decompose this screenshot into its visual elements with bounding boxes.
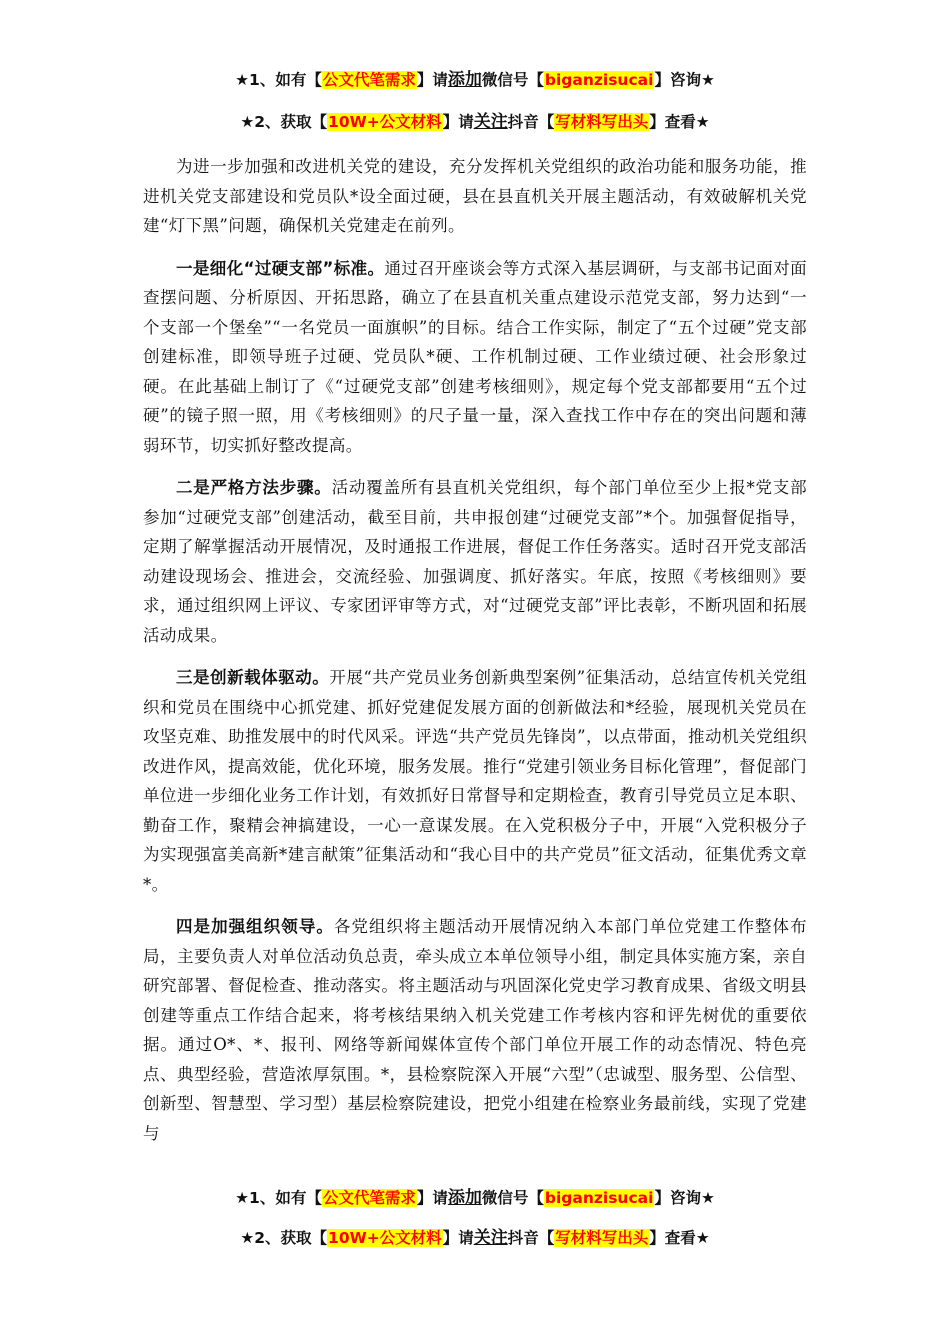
underlined-add: 添加 <box>447 70 482 90</box>
banner-text: ★2、获取【 <box>240 113 328 131</box>
banner-text: 微信号【 <box>481 71 544 89</box>
paragraph-text: 各党组织将主题活动开展情况纳入本部门单位党建工作整体布局，主要负责人对单位活动负总责，牵头成立本单位领导小组，制定具体实施方案，亲自研究部署、督促检查、推动落实。将主题活动与巩固深化党史学习教育成果、省级文明县创建等重点工作结合起来，将考核结果纳入机关党建工作考核内容和评先树优的重要依据。通过O*、*、报刊、网络等新闻媒体宣传个部门单位开展工作的动态情况、特色亮点、典型经验，营造浓厚氛围。*，县检察院深入开展“六型”（忠诚型、服务型、公信型、创新型、智慧型、学习型）基层检察院建设，把党小组建在检察业务最前线，实现了党建与 <box>143 917 807 1143</box>
paragraph-1 <box>143 254 807 461</box>
paragraph-4 <box>143 912 807 1148</box>
highlight-wechat-id: biganzisucai <box>544 71 654 89</box>
highlight-materials: 10W+公文材料 <box>328 113 442 131</box>
footer-banner-line-2 <box>0 1227 950 1249</box>
highlight-wechat-id: biganzisucai <box>544 1189 654 1207</box>
banner-text: 】请 <box>416 71 448 89</box>
highlight-douyin: 写材料写出头 <box>555 113 649 131</box>
paragraph-lead: 二是严格方法步骤。 <box>176 478 332 497</box>
highlight-service: 公文代笔需求 <box>322 71 416 89</box>
paragraph-lead: 四是加强组织领导。 <box>176 917 334 936</box>
banner-text: 】咨询★ <box>654 1189 715 1207</box>
highlight-service: 公文代笔需求 <box>322 1189 416 1207</box>
banner-text: 】查看★ <box>649 113 710 131</box>
paragraph-intro <box>143 152 807 241</box>
underlined-follow: 关注 <box>473 1228 508 1248</box>
highlight-materials: 10W+公文材料 <box>328 1229 442 1247</box>
banner-text: 抖音【 <box>507 113 555 131</box>
document-body <box>143 152 807 1161</box>
underlined-follow: 关注 <box>473 112 508 132</box>
banner-text: 】请 <box>416 1189 448 1207</box>
paragraph-lead: 一是细化“过硬支部”标准。 <box>176 258 385 278</box>
paragraph-lead: 三是创新载体驱动。 <box>176 668 330 687</box>
banner-text: 】请 <box>442 113 474 131</box>
paragraph-text: 为进一步加强和改进机关党的建设，充分发挥机关党组织的政治功能和服务功能，推进机关党支部建设和党员队*设全面过硬，县在县直机关开展主题活动，有效破解机关党建“灯下黑”问题，确保机关党建走在前列。 <box>143 157 807 235</box>
paragraph-3 <box>143 663 807 899</box>
paragraph-text: 通过召开座谈会等方式深入基层调研，与支部书记面对面查摆问题、分析原因、开拓思路，确立了在县直机关重点建设示范党支部，努力达到“一个支部一个堡垒”“一名党员一面旗帜”的目标。结合工作实际，制定了“五个过硬”党支部创建标准，即领导班子过硬、党员队*硬、工作机制过硬、工作业绩过硬、社会形象过硬。在此基础上制订了《“过硬党支部”创建考核细则》，规定每个党支部都要用“五个过硬”的镜子照一照，用《考核细则》的尺子量一量，深入查找工作中存在的突出问题和薄弱环节，切实抓好整改提高。 <box>143 258 808 455</box>
paragraph-text: 开展“共产党员业务创新典型案例”征集活动，总结宣传机关党组织和党员在围绕中心抓党建、抓好党建促发展方面的创新做法和*经验，展现机关党员在攻坚克难、助推发展中的时代风采。评选“共产党员先锋岗”，以点带面，推动机关党组织改进作风，提高效能，优化环境，服务发展。推行“党建引领业务目标化管理”，督促部门单位进一步细化业务工作计划，有效抓好日常督导和定期检查，教育引导党员立足本职、勤奋工作，聚精会神搞建设，一心一意谋发展。在入党积极分子中，开展“入党积极分子为实现强富美高新*建言献策”征集活动和“我心目中的共产党员”征文活动，征集优秀文章*。 <box>143 668 807 894</box>
banner-text: ★1、如有【 <box>235 71 322 89</box>
footer-banner-line-1 <box>0 1187 950 1209</box>
paragraph-text: 活动覆盖所有县直机关党组织，每个部门单位至少上报*党支部参加“过硬党支部”创建活动，截至目前，共申报创建“过硬党支部”*个。加强督促指导，定期了解掌握活动开展情况，及时通报工作进展，督促工作任务落实。适时召开党支部活动建设现场会、推进会，交流经验、加强调度、抓好落实。年底，按照《考核细则》要求，通过组织网上评议、专家团评审等方式，对“过硬党支部”评比表彰，不断巩固和拓展活动成果。 <box>143 478 807 645</box>
banner-text: 微信号【 <box>481 1189 544 1207</box>
banner-text: ★1、如有【 <box>235 1189 322 1207</box>
paragraph-2 <box>143 473 807 650</box>
header-banner-line-1 <box>0 69 950 91</box>
banner-text: ★2、获取【 <box>240 1229 328 1247</box>
banner-text: 抖音【 <box>507 1229 555 1247</box>
highlight-douyin: 写材料写出头 <box>555 1229 649 1247</box>
banner-text: 】请 <box>442 1229 474 1247</box>
underlined-add: 添加 <box>447 1188 482 1208</box>
banner-text: 】查看★ <box>649 1229 710 1247</box>
banner-text: 】咨询★ <box>654 71 715 89</box>
header-banner-line-2 <box>0 111 950 133</box>
